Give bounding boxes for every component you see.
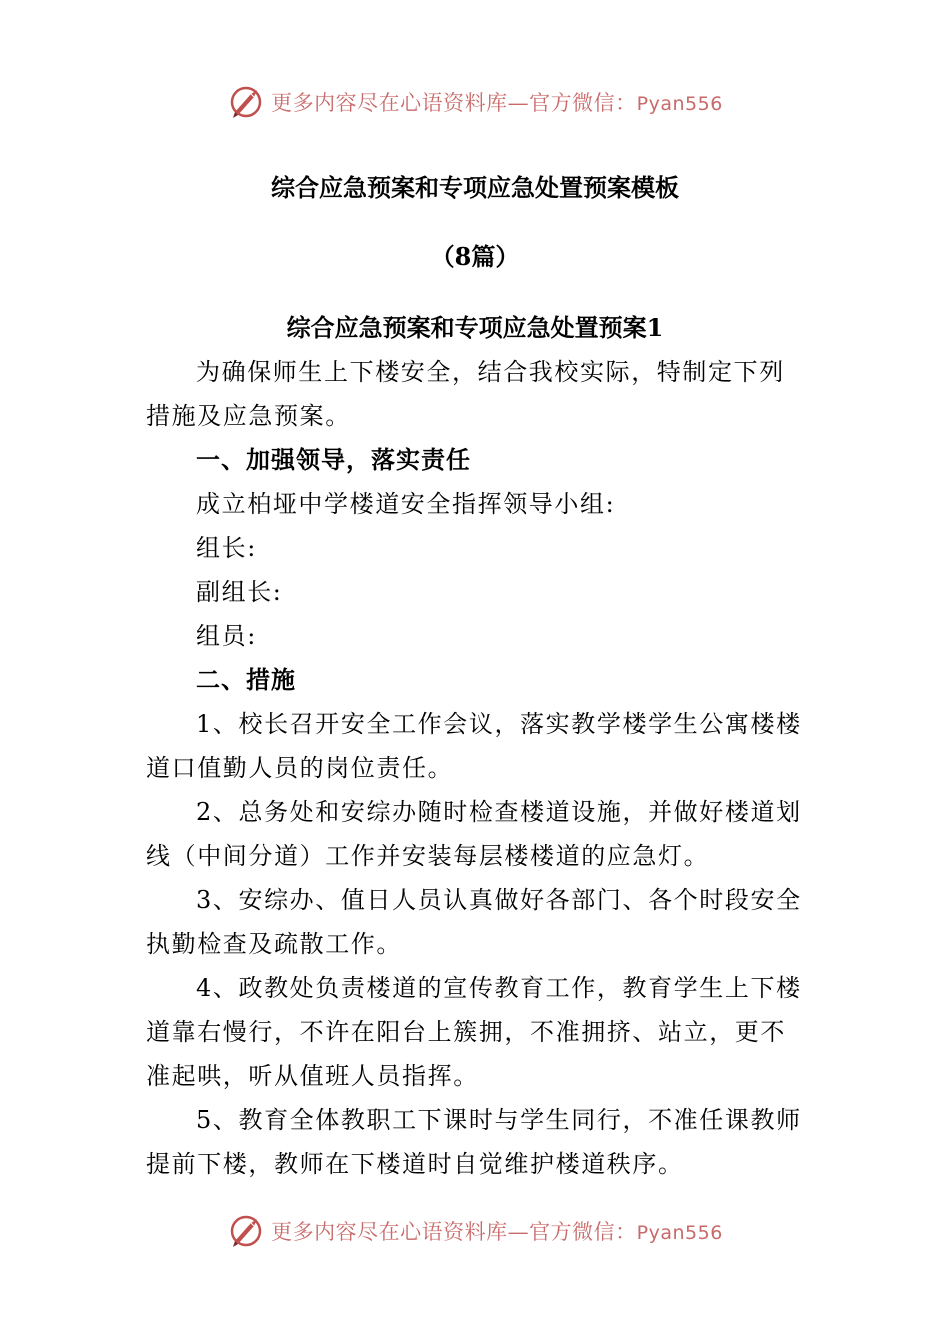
measure-item: 4、政教处负责楼道的宣传教育工作，教育学生上下楼道靠右慢行，不许在阳台上簇拥，不准拥挤、站立，更不准起哄，听从值班人员指挥。: [146, 974, 802, 1090]
heading-one: 一、加强领导，落实责任: [196, 445, 471, 474]
watermark-bottom: [0, 1211, 950, 1251]
members-line: 组员:: [196, 622, 257, 650]
document-title: 综合应急预案和专项应急处置预案模板: [271, 173, 679, 202]
vice-leader-line: 副组长:: [196, 578, 283, 606]
watermark-text: 更多内容尽在心语资料库—官方微信：Pyan556: [271, 1220, 723, 1244]
leader-line: 组长:: [196, 534, 257, 562]
intro-paragraph: 为确保师生上下楼安全，结合我校实际，特制定下列措施及应急预案。: [146, 358, 785, 430]
document-subtitle: （8篇）: [430, 242, 520, 271]
watermark-top: [0, 82, 950, 122]
section-title: 综合应急预案和专项应急处置预案1: [286, 313, 664, 342]
measure-item: 3、安综办、值日人员认真做好各部门、各个时段安全执勤检查及疏散工作。: [146, 886, 802, 958]
measure-item: 1、校长召开安全工作会议，落实教学楼学生公寓楼楼道口值勤人员的岗位责任。: [146, 710, 802, 782]
measure-item: 5、教育全体教职工下课时与学生同行，不准任课教师提前下楼，教师在下楼道时自觉维护楼道秩序。: [146, 1106, 802, 1178]
pen-logo-icon: [227, 82, 267, 122]
pen-logo-icon: [227, 1211, 267, 1251]
measure-item: 2、总务处和安综办随时检查楼道设施，并做好楼道划线（中间分道）工作并安装每层楼楼道的应急灯。: [146, 798, 802, 870]
heading-two: 二、措施: [196, 665, 296, 694]
group-intro: 成立柏垭中学楼道安全指挥领导小组:: [196, 490, 616, 518]
watermark-text: 更多内容尽在心语资料库—官方微信：Pyan556: [271, 91, 723, 115]
